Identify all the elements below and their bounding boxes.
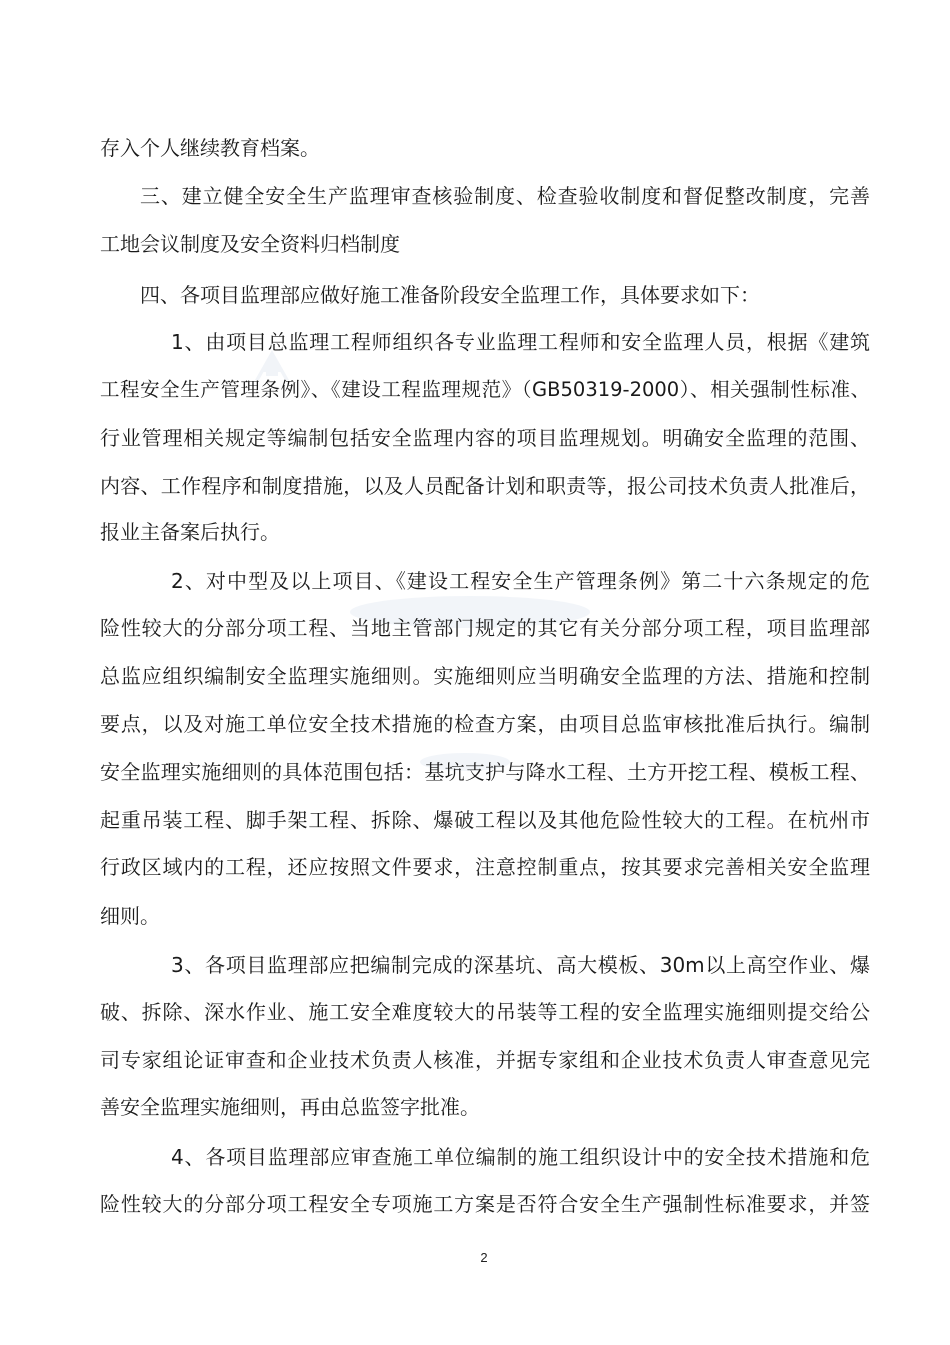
paragraph-line: 安全监理实施细则的具体范围包括：基坑支护与降水工程、土方开挖工程、模板工程、 [100, 760, 870, 784]
paragraph-line: 要点，以及对施工单位安全技术措施的检查方案，由项目总监审核批准后执行。编制 [100, 712, 870, 736]
paragraph-line: 行政区域内的工程，还应按照文件要求，注意控制重点，按其要求完善相关安全监理 [100, 855, 870, 879]
paragraph-line: 三、建立健全安全生产监理审查核验制度、检查验收制度和督促整改制度，完善 [140, 184, 870, 208]
paragraph-line: 3、各项目监理部应把编制完成的深基坑、高大模板、30m以上高空作业、爆 [171, 953, 870, 977]
paragraph-line: 4、各项目监理部应审查施工单位编制的施工组织设计中的安全技术措施和危 [171, 1145, 870, 1169]
paragraph-line: 善安全监理实施细则，再由总监签字批准。 [100, 1095, 480, 1119]
paragraph-line: 报业主备案后执行。 [100, 520, 280, 544]
paragraph-line: 总监应组织编制安全监理实施细则。实施细则应当明确安全监理的方法、措施和控制 [100, 664, 870, 688]
paragraph-line: 险性较大的分部分项工程、当地主管部门规定的其它有关分部分项工程，项目监理部 [100, 616, 870, 640]
paragraph-line: 1、由项目总监理工程师组织各专业监理工程师和安全监理人员，根据《建筑 [171, 330, 870, 354]
paragraph-line: 内容、工作程序和制度措施，以及人员配备计划和职责等，报公司技术负责人批准后， [100, 474, 870, 498]
page-number: 2 [480, 1250, 488, 1265]
paragraph-line: 工程安全生产管理条例》、《建设工程监理规范》（GB50319-2000）、相关强制性标准、 [100, 378, 870, 401]
paragraph-line: 四、各项目监理部应做好施工准备阶段安全监理工作，具体要求如下： [140, 283, 760, 307]
paragraph-line: 存入个人继续教育档案。 [100, 136, 320, 160]
paragraph-line: 2、对中型及以上项目、《建设工程安全生产管理条例》第二十六条规定的危 [171, 569, 870, 593]
paragraph-line: 行业管理相关规定等编制包括安全监理内容的项目监理规划。明确安全监理的范围、 [100, 426, 870, 450]
paragraph-line: 细则。 [100, 904, 160, 928]
paragraph-line: 破、拆除、深水作业、施工安全难度较大的吊装等工程的安全监理实施细则提交给公 [100, 1000, 870, 1024]
paragraph-line: 工地会议制度及安全资料归档制度 [100, 232, 400, 256]
paragraph-line: 起重吊装工程、脚手架工程、拆除、爆破工程以及其他危险性较大的工程。在杭州市 [100, 808, 870, 832]
paragraph-line: 司专家组论证审查和企业技术负责人核准，并据专家组和企业技术负责人审查意见完 [100, 1048, 870, 1072]
paragraph-line: 险性较大的分部分项工程安全专项施工方案是否符合安全生产强制性标准要求，并签 [100, 1192, 870, 1216]
